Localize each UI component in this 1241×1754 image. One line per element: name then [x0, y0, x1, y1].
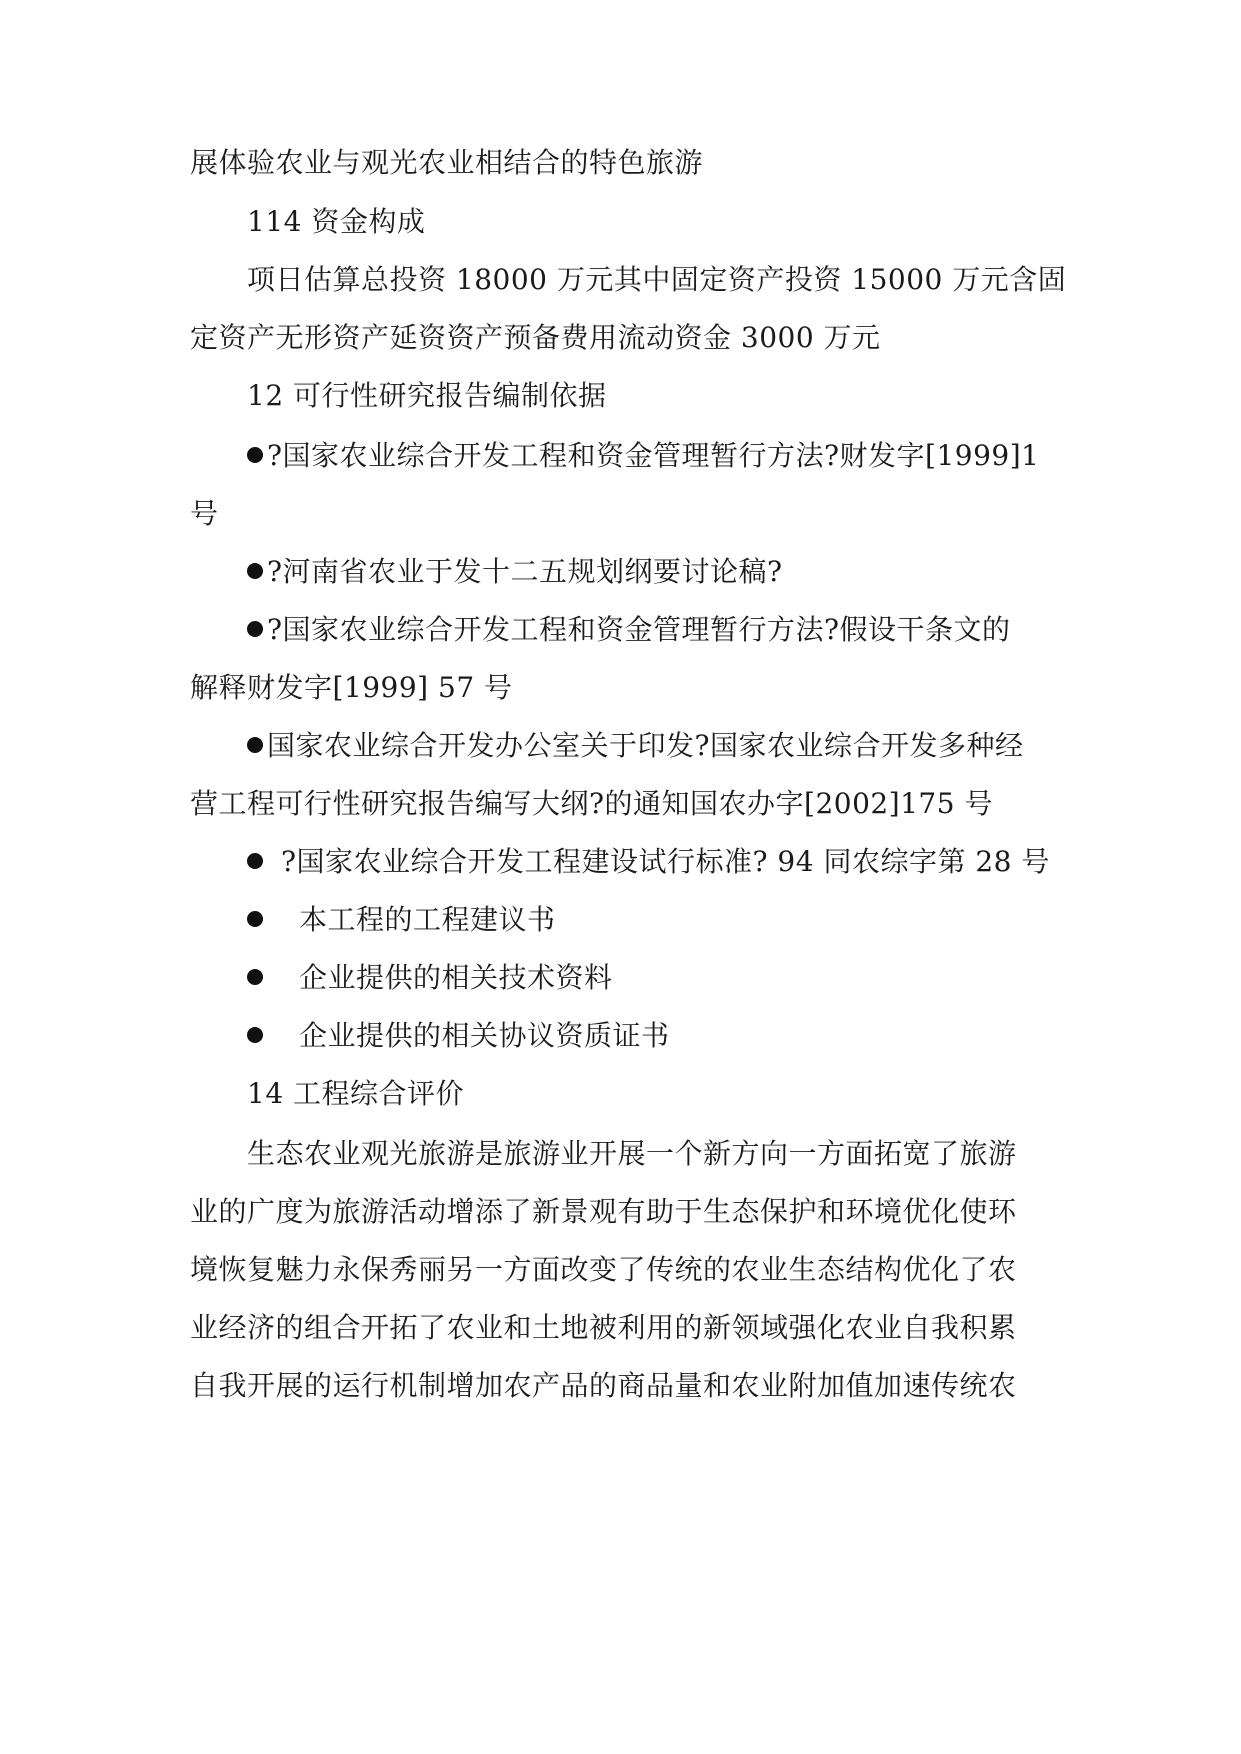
bullet-item-1-cont — [190, 494, 219, 534]
paragraph-line-2 — [190, 1192, 1017, 1232]
paragraph-line-3 — [190, 1250, 1017, 1290]
text: ?国家农业综合开发工程和资金管理暂行方法?财发字[1999]1 — [267, 439, 1040, 472]
text: 企业提供的相关技术资料 — [299, 961, 613, 994]
text: ?国家农业综合开发工程建设试行标准? 94 同农综字第 28 号 — [281, 845, 1050, 878]
paragraph-line-5 — [190, 1366, 1017, 1406]
bullet-item-4-cont — [190, 784, 993, 824]
bullet-item-3 — [247, 610, 1011, 650]
section-heading-12 — [247, 376, 607, 416]
bullet-icon — [247, 621, 263, 637]
text: 企业提供的相关协议资质证书 — [299, 1019, 670, 1052]
bullet-item-6 — [247, 900, 556, 940]
bullet-item-4 — [247, 726, 1024, 766]
text: 14 工程综合评价 — [247, 1077, 465, 1110]
text: 解释财发字[1999] 57 号 — [190, 671, 513, 704]
bullet-icon — [247, 853, 263, 869]
bullet-icon — [247, 563, 263, 579]
bullet-icon — [247, 911, 263, 927]
text: 业的广度为旅游活动增添了新景观有助于生态保护和环境优化使环 — [190, 1195, 1017, 1228]
bullet-item-8 — [247, 1016, 670, 1056]
section-heading-114 — [247, 202, 425, 242]
bullet-icon — [247, 737, 263, 753]
bullet-icon — [247, 969, 263, 985]
bullet-item-3-cont — [190, 668, 513, 708]
text: ?河南省农业于发十二五规划纲要讨论稿? — [267, 555, 783, 588]
bullet-item-1 — [247, 436, 1039, 476]
bullet-icon — [247, 447, 263, 463]
text-line-4 — [190, 318, 881, 358]
text: 定资产无形资产延资资产预备费用流动资金 3000 万元 — [190, 321, 881, 354]
text: 业经济的组合开拓了农业和土地被利用的新领域强化农业自我积累 — [190, 1311, 1017, 1344]
bullet-item-5 — [247, 842, 1050, 882]
text: ?国家农业综合开发工程和资金管理暂行方法?假设干条文的 — [267, 613, 1011, 646]
paragraph-line-4 — [190, 1308, 1017, 1348]
section-heading-14 — [247, 1074, 464, 1114]
bullet-icon — [247, 1027, 263, 1043]
text: 境恢复魅力永保秀丽另一方面改变了传统的农业生态结构优化了农 — [190, 1253, 1017, 1286]
text: 号 — [190, 497, 219, 530]
text: 国家农业综合开发办公室关于印发?国家农业综合开发多种经 — [267, 729, 1024, 762]
text: 自我开展的运行机制增加农产品的商品量和农业附加值加速传统农 — [190, 1369, 1017, 1402]
text: 12 可行性研究报告编制依据 — [247, 379, 607, 412]
bullet-item-2 — [247, 552, 783, 592]
text: 展体验农业与观光农业相结合的特色旅游 — [190, 146, 704, 179]
text-line-3 — [247, 260, 1066, 300]
bullet-item-7 — [247, 958, 613, 998]
text: 114 资金构成 — [247, 205, 426, 238]
paragraph-line-1 — [247, 1134, 1017, 1174]
text: 生态农业观光旅游是旅游业开展一个新方向一方面拓宽了旅游 — [247, 1137, 1017, 1170]
text: 本工程的工程建议书 — [299, 903, 556, 936]
text: 营工程可行性研究报告编写大纲?的通知国农办字[2002]175 号 — [190, 787, 993, 820]
text: 项日估算总投资 18000 万元其中固定资产投资 15000 万元含固 — [247, 263, 1067, 296]
text-line-1 — [190, 143, 703, 183]
